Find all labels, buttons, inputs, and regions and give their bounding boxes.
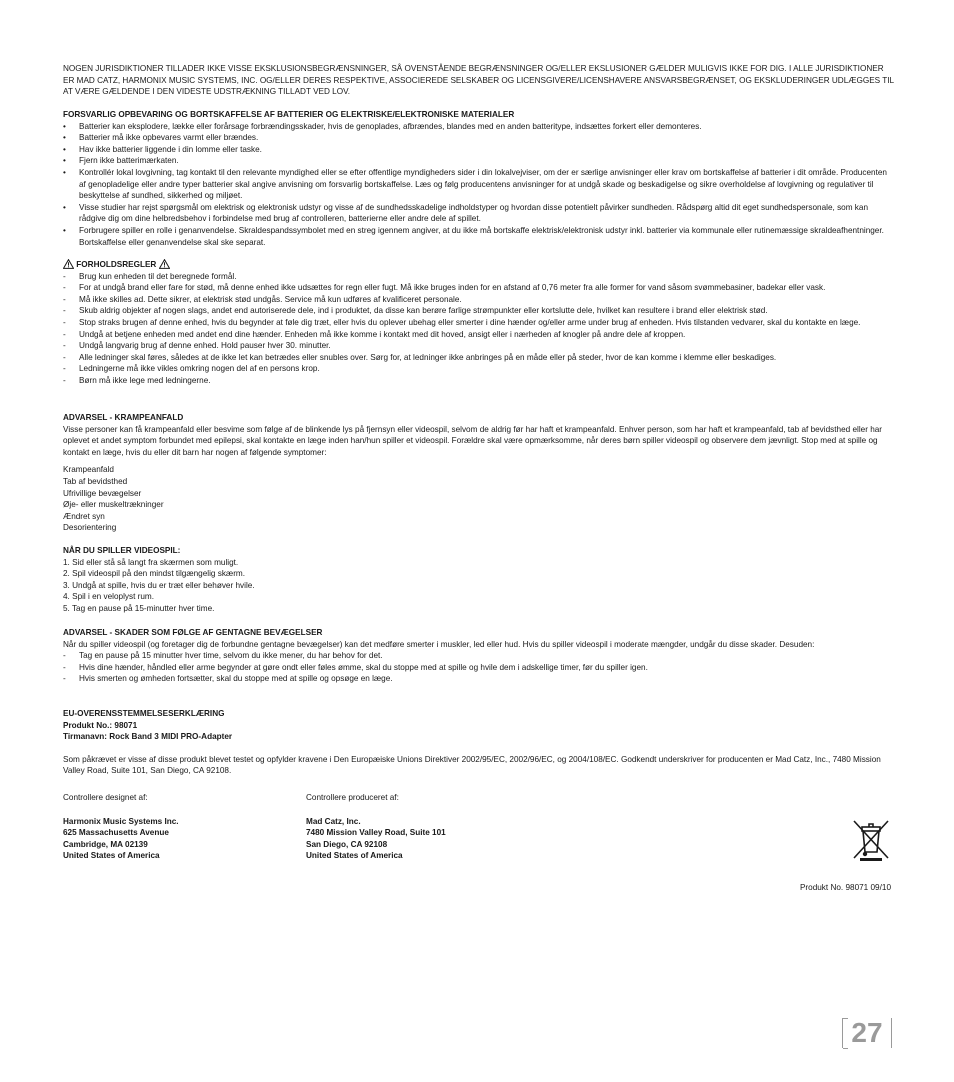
footer-product-code: Produkt No. 98071 09/10 xyxy=(799,883,891,892)
page-number-box xyxy=(842,1018,892,1048)
list-item: - Brug kun enheden til det beregnede formål. xyxy=(63,271,237,281)
producer-address: Mad Catz, Inc. 7480 Mission Valley Road, Suite 101 San Diego, CA 92108 United States of America xyxy=(306,816,446,861)
eu-section xyxy=(63,708,895,777)
battery-section xyxy=(63,109,895,248)
list-item: Desorientering xyxy=(63,523,117,533)
list-item: • Hav ikke batterier liggende i din lomme eller taske. xyxy=(63,144,262,154)
designer-address: Harmonix Music Systems Inc. 625 Massachusetts Avenue Cambridge, MA 02139 United States of America xyxy=(63,816,179,861)
warning-triangle-icon xyxy=(63,259,74,269)
precautions-heading-row xyxy=(63,259,895,271)
designer-label: Controllere designet af: xyxy=(63,793,148,802)
list-item: - Hvis dine hænder, håndled eller arme begynder at gøre ondt eller føles ømme, skal du stoppe med at spille og hvile dem i adskellige timer, før du spiller igen. xyxy=(63,662,648,672)
seizure-body: Visse personer kan få krampeanfald eller besvime som følge af de blinkende lys på fjernsyn eller videospil, selvom de aldrig før har haft et krampeanfald. Enhver person, som har haft et krampeanfald, tab af bevidsthed eller har oplevet et andet symptom forbundet med epilepsi, skal kontakte en læge inden han/hun spiller et videospil. Forældre skal være opmærksomme, når deres børn spiller videospil og observere dem jævnligt. Stop med at spille og kontakt en læge, hvis du eller dit barn har nogen af følgende symptomer: xyxy=(63,424,883,457)
list-item: - Undgå at betjene enheden med andet end dine hænder. Enheden må ikke komme i kontakt med dit hoved, ansigt eller i nærheden af knogler på andre dele af kroppen. xyxy=(63,329,686,339)
list-item: - For at undgå brand eller fare for stød, må denne enhed ikke udsættes for regn eller fugt. Må ikke bruges inden for en afstand af 0,76 meter fra alle former for vand såsom svømmebasiner, badekar eller vask. xyxy=(63,283,826,293)
precautions-heading: FORHOLDSREGLER xyxy=(76,260,157,269)
rsi-heading: ADVARSEL - SKADER SOM FØLGE AF GENTAGNE BEVÆGELSER xyxy=(63,628,323,637)
list-item: - Skub aldrig objekter af nogen slags, andet end autoriserede dele, ind i produktet, da disse kan berøre farlige strømpunkter eller kortslutte dele, hvilket kan resultere i brand eller elektrisk stød. xyxy=(63,306,768,316)
page-number: 27 xyxy=(851,1017,883,1048)
symptom-list xyxy=(63,464,895,534)
designer-block xyxy=(63,792,293,862)
list-item: 3. Undgå at spille, hvis du er træt eller behøver hvile. xyxy=(63,580,255,590)
disclaimer-paragraph: NOGEN JURISDIKTIONER TILLADER IKKE VISSE EKSKLUSIONSBEGRÆNSNINGER, SÅ OVENSTÅENDE BEGRÆNSNINGER OG/ELLER EKSLUSIONER GÆLDER MULIGVIS IKKE FOR DIG. I ALLE JURISDIKTIONER ER MAD CATZ, HARMONIX MUSIC SYSTEMS, INC. OG/ELLER DERES RESPEKTIVE, ASSOCIEREDE SELSKABER OG LICENSGIVERE/LICENSHAVERE ANSVARSBEGRÆNSET, OG EKSKLUDERINGER UDLÆGGES TIL AT VÆRE GÆLDENDE I DEN VIDESTE UDSTRÆKNING TILLADT VED LOV. xyxy=(63,64,894,97)
producer-label: Controllere produceret af: xyxy=(306,793,399,802)
list-item: Ufrivillige bevægelser xyxy=(63,488,142,498)
list-item: • Kontrollér lokal lovgivning, tag kontakt til den relevante myndighed eller se efter offentlige myndigheders sider i din lokalvejviser, om der er særlige anvisninger eller krav om bortskaffelse af batterier i dit område. Producenten af genopladelige eller andre typer batterier skal angive anvisning om forsvarlig bortskaffelse. Læs og følg producentens anvisninger for at undgå skade og beskadigelse og sikre overholdelse af lovgivning og regulativer til beskyttelse af sundhed, sikkerhed og miljøet. xyxy=(63,167,887,201)
list-item: - Må ikke skilles ad. Dette sikrer, at elektrisk stød undgås. Service må kun udføres af kvalificeret personale. xyxy=(63,294,462,304)
warning-triangle-icon xyxy=(159,259,170,269)
seizure-section xyxy=(63,412,895,534)
list-item: - Hvis smerten og ømheden fortsætter, skal du stoppe med at spille og opsøge en læge. xyxy=(63,674,393,684)
seizure-heading: ADVARSEL - KRAMPEANFALD xyxy=(63,413,184,422)
list-item: • Batterier må ikke opbevares varmt eller brændes. xyxy=(63,133,259,143)
list-item: • Fjern ikke batterimærkaten. xyxy=(63,156,179,166)
list-item: - Undgå langvarig brug af denne enhed. Hold pauser hver 30. minutter. xyxy=(63,341,331,351)
list-item: - Alle ledninger skal føres, således at de ikke let kan betrædes eller snubles over. Sørg for, at ledninger ikke anbringes på en måde eller på steder, hvor de kan komme i klemme eller beskadiges. xyxy=(63,352,777,362)
precautions-list xyxy=(63,271,895,387)
list-item: Krampeanfald xyxy=(63,465,114,475)
list-item: Ændret syn xyxy=(63,511,105,521)
list-item: • Batterier kan eksplodere, lække eller forårsage forbrændingsskader, hvis de genoplades, afbrændes, blandes med en anden batteritype, indsættes forkert eller demonteres. xyxy=(63,121,702,131)
list-item: - Tag en pause på 15 minutter hver time, selvom du ikke mener, du har behov for det. xyxy=(63,651,383,661)
rsi-list xyxy=(63,650,895,685)
list-item: 4. Spil i en veloplyst rum. xyxy=(63,592,155,602)
list-item: Tab af bevidsthed xyxy=(63,476,128,486)
list-item: - Ledningerne må ikke vikles omkring nogen del af en persons krop. xyxy=(63,364,320,374)
list-item: 5. Tag en pause på 15-minutter hver time. xyxy=(63,603,215,613)
list-item: 1. Sid eller stå så langt fra skærmen som muligt. xyxy=(63,557,239,567)
list-item: 2. Spil videospil på den mindst tilgængelig skærm. xyxy=(63,569,246,579)
playing-heading: NÅR DU SPILLER VIDEOSPIL: xyxy=(63,546,181,555)
rsi-body: Når du spiller videospil (og foretager dig de forbundne gentagne bevægelser) kan det medføre smerter i muskler, led eller hud. Hvis du spiller videospil i moderate mængder, undgår du disse skader. Desuden: xyxy=(63,639,815,649)
crossed-out-wheelie-bin-icon xyxy=(850,818,892,862)
list-item: - Stop straks brugen af denne enhed, hvis du begynder at føle dig træt, eller hvis du oplever ubehag eller smerter i dine hænder og/eller arme under brug af enheden. Hvis tilstanden vedvarer, skal du kontakte en læge. xyxy=(63,317,861,327)
list-item: - Børn må ikke lege med ledningerne. xyxy=(63,375,211,385)
eu-body: Som påkrævet er visse af disse produkt blevet testet og opfylder kravene i Den Europæiske Unions Direktiver 2002/95/EC, 2002/96/EC, og 2004/108/EC. Godkendt underskriver for producenten er Mad Catz, Inc., 7480 Mission Valley Road, Suite 101, San Diego, CA 92108. xyxy=(63,754,881,776)
trade-name: Tirmanavn: Rock Band 3 MIDI PRO-Adapter xyxy=(63,732,233,742)
product-number: Produkt No.: 98071 xyxy=(63,720,138,730)
precautions-section xyxy=(63,259,895,387)
playing-section xyxy=(63,545,895,615)
battery-list xyxy=(63,121,895,249)
producer-block xyxy=(306,792,566,862)
list-item: • Forbrugere spiller en rolle i genanvendelse. Skraldespandssymbolet med en streg igennem angiver, at du ikke må bortskaffe elektrisk/elektronisk udstyr inkl. batterier via kommunale eller rutinemæssige skraldeafhentninger. Bortskaffelse eller genanvendelse skal ske separat. xyxy=(63,225,884,247)
list-item: • Visse studier har rejst spørgsmål om elektrisk og elektronisk udstyr og visse af de sundhedsskadelige indholdstyper og hvordan disse potentielt påvirker sundheden. Rådspørg altid dit eget sundhedspersonale, som kan rådgive dig om dine helbredsbehov i forbindelse med brug af controlleren, batterierne eller andre dele af spillet. xyxy=(63,202,869,224)
rsi-section xyxy=(63,627,895,685)
list-item: Øje- eller muskeltrækninger xyxy=(63,500,164,510)
battery-heading: FORSVARLIG OPBEVARING OG BORTSKAFFELSE AF BATTERIER OG ELEKTRISKE/ELEKTRONISKE MATERIALER xyxy=(63,110,515,119)
eu-heading: EU-OVERENSSTEMMELSESERKLÆRING xyxy=(63,709,225,718)
